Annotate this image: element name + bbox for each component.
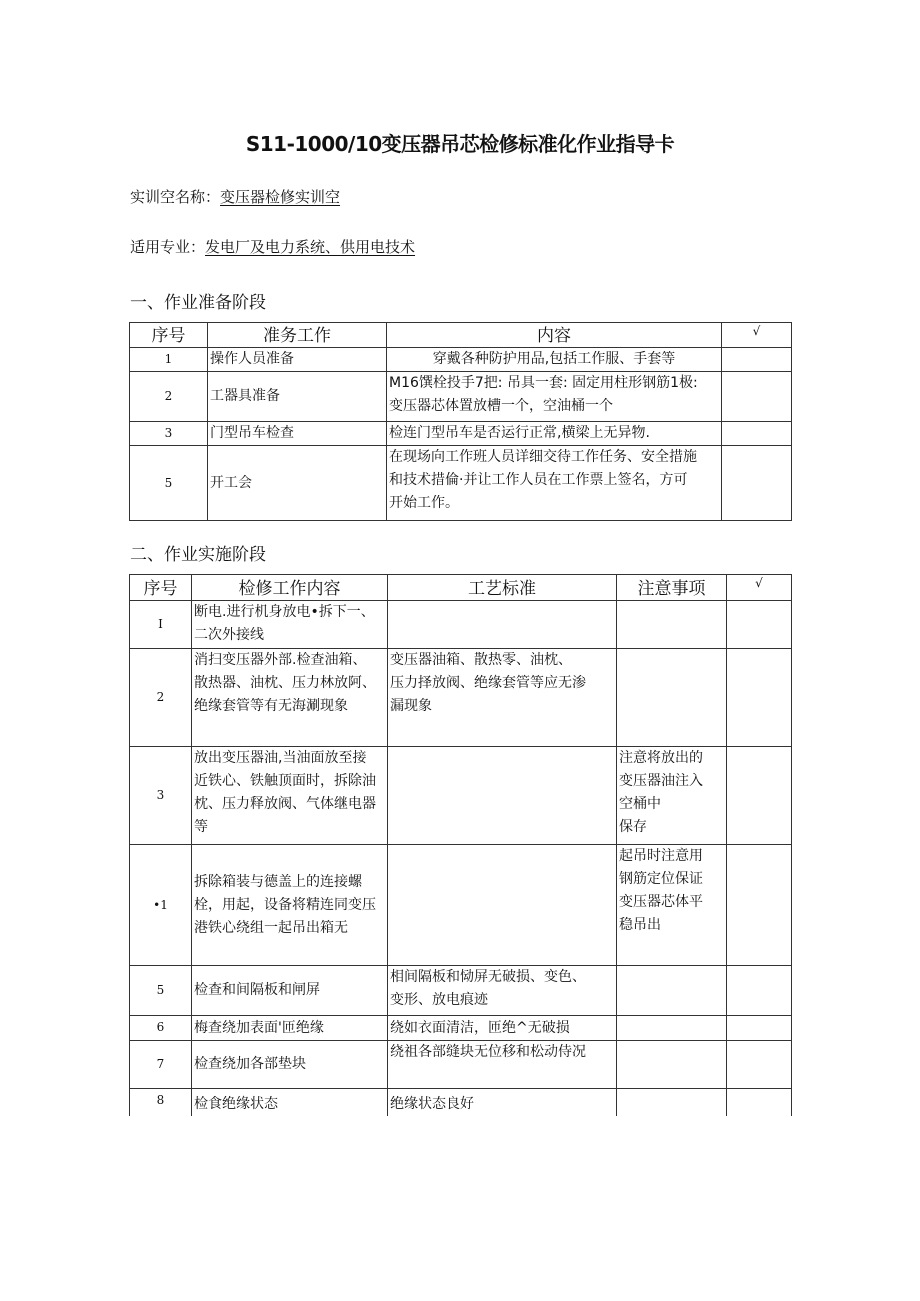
col-header-standard: 工艺标准 xyxy=(388,575,617,601)
row-content: 检连门型吊车是否运行正常,横梁上无异物. xyxy=(387,422,722,446)
row-standard: 绝缘状态良好 xyxy=(388,1089,617,1116)
item-line: 近铁心、铁触顶面时，拆除油 xyxy=(194,773,376,789)
row-note xyxy=(617,966,727,1016)
row-standard xyxy=(388,601,617,649)
table-header-row xyxy=(130,323,792,348)
note-line: 变压器芯体平 xyxy=(619,894,703,910)
row-item: 检食绝缘状态 xyxy=(192,1089,388,1116)
row-no: 6 xyxy=(130,1016,192,1041)
row-item xyxy=(192,601,388,649)
table-row xyxy=(130,601,792,649)
applicable-major-line xyxy=(130,236,415,257)
row-note xyxy=(617,747,727,845)
col-header-content: 内容 xyxy=(387,323,722,348)
row-check-cell xyxy=(722,372,792,422)
table-row xyxy=(130,1041,792,1089)
col-header-task: 准务工作 xyxy=(208,323,387,348)
row-no: I xyxy=(130,601,192,649)
row-standard xyxy=(388,649,617,747)
applicable-major-value: 发电厂及电力系统、供用电技术 xyxy=(205,238,416,256)
item-line: 等 xyxy=(194,819,208,835)
row-note xyxy=(617,601,727,649)
row-content xyxy=(387,446,722,521)
row-content xyxy=(387,372,722,422)
training-room-line xyxy=(130,186,340,207)
item-line: 栓，用起，设备将精连同变压 xyxy=(194,896,376,913)
row-task: 操作人员准备 xyxy=(208,348,387,372)
row-standard xyxy=(388,966,617,1016)
table-row xyxy=(130,747,792,845)
row-note xyxy=(617,1041,727,1089)
row-check-cell xyxy=(727,1041,792,1089)
row-no: 3 xyxy=(130,422,208,446)
content-line: M16馔栓投手7把: 吊具一套: 固定用柱形钢筋1极: xyxy=(389,375,698,391)
col-header-no: 序号 xyxy=(130,323,208,348)
row-task: 工器具准备 xyxy=(208,372,387,422)
item-line: 二次外接线 xyxy=(194,627,264,643)
item-line: 拆除箱装与德盖上的连接螺 xyxy=(194,873,362,890)
content-line: 和技术措倫·并让工作人员在工作票上签名，方可 xyxy=(389,472,688,488)
note-line: 保存 xyxy=(619,819,647,835)
table-row xyxy=(130,348,792,372)
row-item xyxy=(192,747,388,845)
standard-line: 漏现象 xyxy=(390,698,432,714)
note-line: 变压器油注入 xyxy=(619,773,703,789)
page-title: S11-1000/10变压器吊芯检修标准化作业指导卡 xyxy=(245,132,675,156)
implementation-table xyxy=(129,574,792,1116)
content-line: 开始工作。 xyxy=(389,495,459,511)
row-note xyxy=(617,1016,727,1041)
row-check-cell xyxy=(722,446,792,521)
content-line: 变压器芯体置放槽一个，空油桶一个 xyxy=(389,398,613,414)
row-check-cell xyxy=(727,601,792,649)
table-row xyxy=(130,845,792,966)
section-heading-preparation: 一、作业准备阶段 xyxy=(130,293,266,313)
row-note xyxy=(617,649,727,747)
col-header-no: 序号 xyxy=(130,575,192,601)
col-header-item: 检修工作内容 xyxy=(192,575,388,601)
note-line: 稳吊出 xyxy=(619,917,661,933)
training-room-value: 变压器检修实训空 xyxy=(220,188,341,206)
row-content: 穿戴各种防护用品,包括工作服、手套等 xyxy=(387,348,722,372)
row-standard: 绕祖各部缝块无位移和松动侍况 xyxy=(388,1041,617,1089)
row-no: 5 xyxy=(130,966,192,1016)
col-header-check: √ xyxy=(722,323,792,348)
col-header-note: 注意事项 xyxy=(617,575,727,601)
standard-line: 压力择放阀、绝缘套管等应无渗 xyxy=(390,675,586,691)
item-line: 散热器、油枕、压力林放阿、 xyxy=(194,675,376,691)
row-check-cell xyxy=(727,1089,792,1116)
item-line: 港铁心绕组一起吊出箱无 xyxy=(194,919,348,936)
row-item: 检查和间隔板和闸屏 xyxy=(192,966,388,1016)
note-line: 钢筋定位保证 xyxy=(619,871,703,887)
item-line: 绝缘套管等有无海涮现象 xyxy=(194,698,348,714)
row-no: •1 xyxy=(130,845,192,966)
item-line: 放出变压器油,当油面放至接 xyxy=(194,750,367,766)
table-row xyxy=(130,649,792,747)
col-header-check: √ xyxy=(727,575,792,601)
row-no: 5 xyxy=(130,446,208,521)
table-row xyxy=(130,422,792,446)
row-note xyxy=(617,1089,727,1116)
standard-line: 变形、放电痕迹 xyxy=(390,992,488,1008)
row-item xyxy=(192,845,388,966)
row-check-cell xyxy=(727,747,792,845)
section-heading-implementation: 二、作业实施阶段 xyxy=(130,545,266,565)
preparation-table xyxy=(129,322,792,521)
training-room-label: 实训空名称： xyxy=(130,188,221,206)
row-item: 检查绕加各部垫块 xyxy=(192,1041,388,1089)
item-line: 枕、压力释放阀、气体继电器 xyxy=(194,796,376,812)
row-no: 3 xyxy=(130,747,192,845)
table-row xyxy=(130,372,792,422)
row-check-cell xyxy=(727,966,792,1016)
row-check-cell xyxy=(722,348,792,372)
row-check-cell xyxy=(727,649,792,747)
item-line: 消扫变压器外部.检查油箱、 xyxy=(194,652,367,668)
row-check-cell xyxy=(727,845,792,966)
row-standard: 绕如衣面清洁，匝绝^无破损 xyxy=(388,1016,617,1041)
table-header-row xyxy=(130,575,792,601)
row-no: 7 xyxy=(130,1041,192,1089)
table-row xyxy=(130,1016,792,1041)
row-no: 1 xyxy=(130,348,208,372)
item-line: 断电.进行机身放电•拆下一、 xyxy=(194,604,375,620)
applicable-major-label: 适用专业： xyxy=(130,238,206,256)
row-no: 8 xyxy=(130,1089,192,1116)
content-line: 在现场向工作班人员详细交待工作任务、安全措施 xyxy=(389,449,697,465)
row-standard xyxy=(388,845,617,966)
standard-line: 变压器油箱、散热零、油枕、 xyxy=(390,652,572,668)
note-line: 空桶中 xyxy=(619,796,661,812)
row-standard xyxy=(388,747,617,845)
row-no: 2 xyxy=(130,372,208,422)
note-line: 注意将放出的 xyxy=(619,750,703,766)
standard-line: 相间隔板和恸屏无破损、变色、 xyxy=(390,969,586,985)
row-check-cell xyxy=(727,1016,792,1041)
table-row xyxy=(130,446,792,521)
row-task: 开工会 xyxy=(208,446,387,521)
row-item xyxy=(192,649,388,747)
row-no: 2 xyxy=(130,649,192,747)
row-note xyxy=(617,845,727,966)
row-check-cell xyxy=(722,422,792,446)
table-row xyxy=(130,966,792,1016)
table-row xyxy=(130,1089,792,1116)
row-task: 门型吊车检查 xyxy=(208,422,387,446)
note-line: 起吊时注意用 xyxy=(619,848,703,864)
row-item: 梅查绕加表面'匝绝缘 xyxy=(192,1016,388,1041)
